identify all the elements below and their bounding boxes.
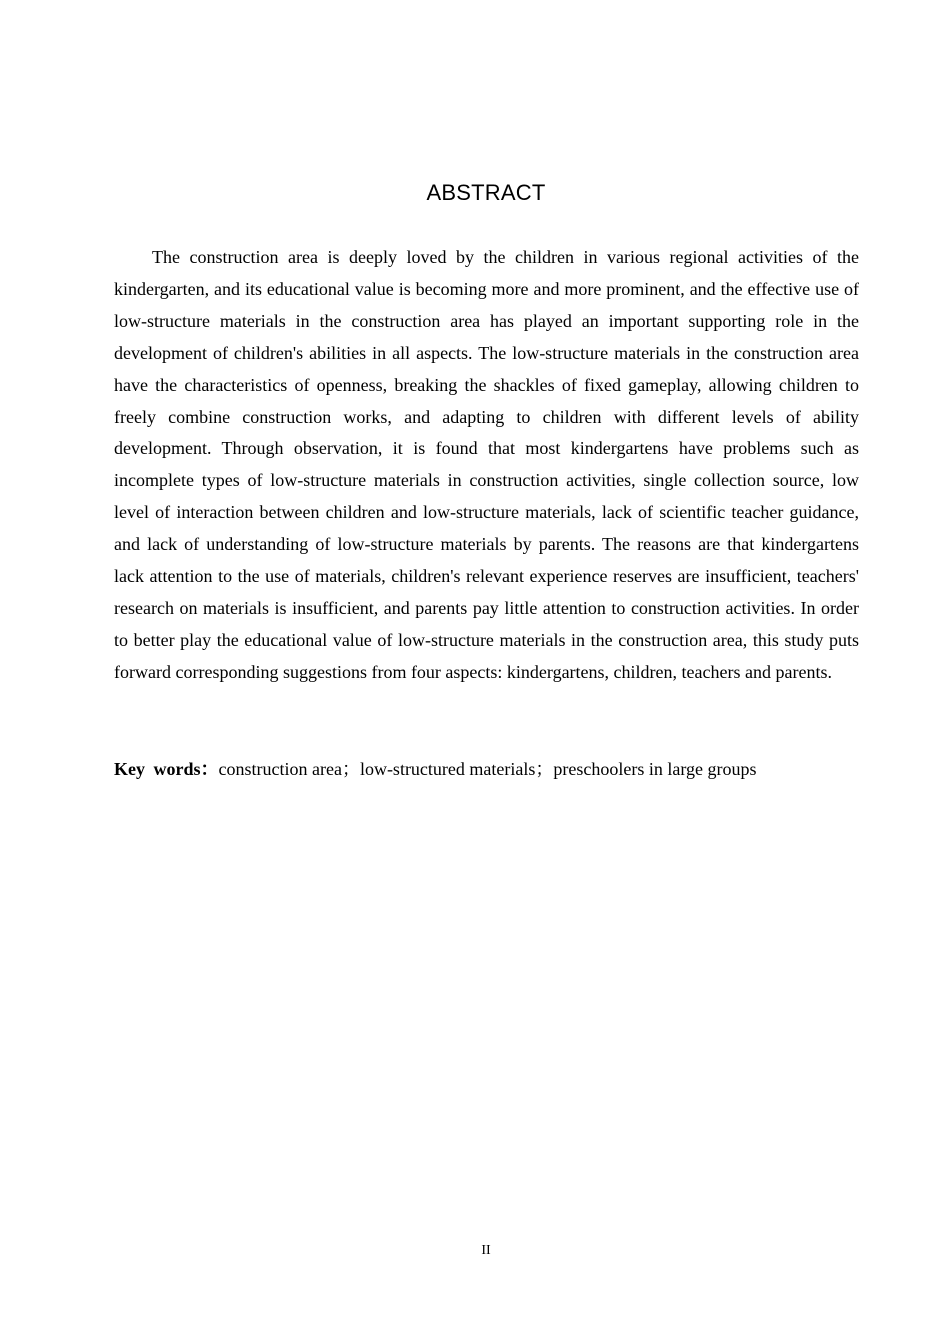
abstract-title: ABSTRACT bbox=[426, 180, 546, 205]
keywords-label: Key words： bbox=[114, 759, 219, 779]
keywords-line bbox=[114, 754, 859, 784]
keywords-text: construction area；low-structured materials；preschoolers in large groups bbox=[218, 759, 757, 779]
page-number: II bbox=[481, 1243, 491, 1258]
abstract-paragraph: The construction area is deeply loved by the children in various regional activities of the kindergarten, and its educational value is becoming more and more prominent, and the effective use of low-structure materials in the construction area has played an important supporting role in the development of children's abilities in all aspects. The low-structure materials in the construction area have the characteristics of openness, breaking the shackles of fixed gameplay, allowing children to freely combine construction works, and adapting to children with different levels of ability development. Through observation, it is found that most kindergartens have problems such as incomplete types of low-structure materials in construction activities, single collection source, low level of interaction between children and low-structure materials, lack of scientific teacher guidance, and lack of understanding of low-structure materials by parents. The reasons are that kindergartens lack attention to the use of materials, children's relevant experience reserves are insufficient, teachers' research on materials is insufficient, and parents pay little attention to construction activities. In order to better play the educational value of low-structure materials in the construction area, this study puts forward corresponding suggestions from four aspects: kindergartens, children, teachers and parents. bbox=[114, 247, 859, 682]
